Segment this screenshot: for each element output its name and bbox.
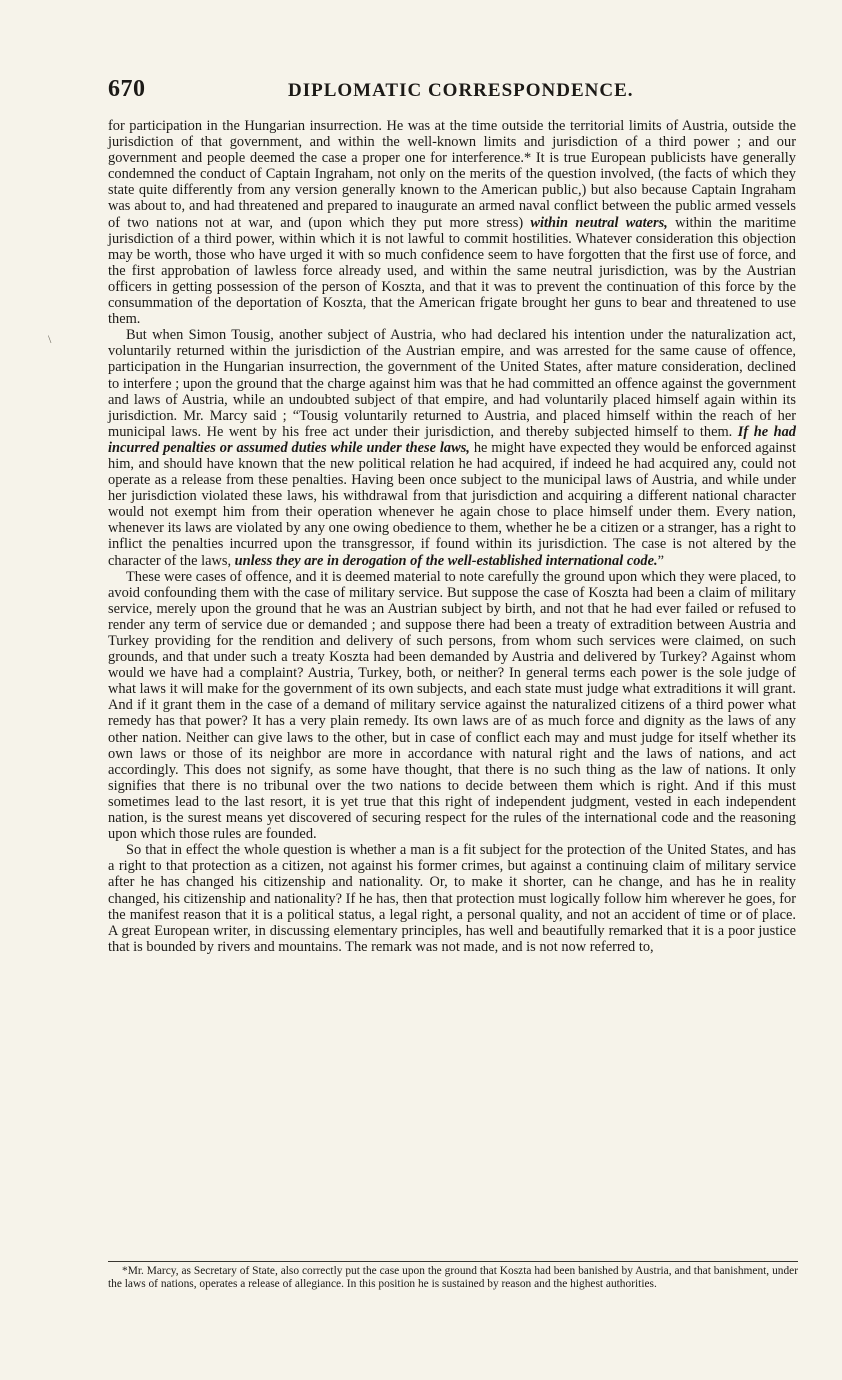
italic-segment: unless they are in derogation of the well-established international code.	[234, 552, 658, 569]
text-segment: for participation in the Hungarian insurrection. He was at the time outside the territorial limits of Austria, outside the jurisdiction of that government, and within the well-known limits and jurisdiction of a third power ; and our government and people deemed the case a proper one for interference.* It is true European publicists have generally condemned the conduct of Captain Ingraham, not only on the merits of the question involved, (the facts of which they state quite differently from any version generally known to the American public,) but also because Captain Ingraham was about to, and had threatened and prepared to inaugurate an armed naval conflict between the public armed vessels of two nations not at war, and (upon which they put more stress)	[108, 118, 796, 231]
text-segment: So that in effect the whole question is whether a man is a fit subject for the protection of the United States, and has a right to that protection as a citizen, not against his former crimes, but against a continuing claim of military service after he has changed his citizenship and nationality. Or, to make it shorter, can he change, and has he in reality changed, his citizenship and nationality? If he has, then that protection must logically follow him wherever he goes, for the manifest reason that it is a political status, a legal right, a personal quality, and not an accident of time or of place. A great European writer, in discussing elementary principles, has well and beautifully remarked that it is a poor justice that is bounded by rivers and mountains. The remark was not made, and is not now referred to,	[108, 842, 796, 955]
paragraph-2	[108, 327, 796, 568]
text-segment: he might have expected they would be enforced against him, and should have known that the new political relation he had acquired, if indeed he had acquired any, could not operate as a release from these penalties. Having been once subject to the municipal laws of Austria, and while under her jurisdiction violated these laws, his withdrawal from that jurisdiction and acquiring a different national character would not exempt him from their operation whenever he again chose to place himself under them. Every nation, whenever its laws are violated by any one owing obedience to them, whether he be a citizen or a stranger, has a right to inflict the penalties incurred upon the transgressor, if found within its jurisdiction. The case is not altered by the character of the laws,	[108, 439, 796, 569]
page-header	[108, 76, 808, 102]
text-segment: ”	[657, 552, 664, 569]
paragraph-4	[108, 842, 796, 955]
margin-mark: \	[48, 332, 52, 346]
text-segment: within the maritime jurisdiction of a third power, within which it is not lawful to commit hostilities. Whatever consideration this objection may be worth, those who have urged it with so much confidence seem to have forgotten that the first use of force, and the first approbation of lawless force already used, and within the same neutral jurisdiction, was by the Austrian officers in getting possession of the person of Koszta, and that it was to prevent the continuation of this force by the consummation of the deportation of Koszta, that the American frigate brought her guns to bear and threatened to use them.	[108, 214, 796, 328]
paragraph-3	[108, 569, 796, 843]
running-head: DIPLOMATIC CORRESPONDENCE.	[288, 80, 634, 101]
paragraph-1	[108, 118, 796, 327]
footnote: *Mr. Marcy, as Secretary of State, also correctly put the case upon the ground that Koszta had been banished by Austria, and that banishment, under the laws of nations, operates a release of allegiance. In this position he is sustained by reason and the highest authorities.	[108, 1265, 798, 1291]
italic-segment: within neutral waters,	[530, 214, 668, 231]
text-segment: But when Simon Tousig, another subject of Austria, who had declared his intention under the naturalization act, voluntarily returned within the jurisdiction of the Austrian empire, and was arrested for the same cause of offence, participation in the Hungarian insurrection, the government of the United States, after mature consideration, declined to interfere ; upon the ground that the charge against him was that he had committed an offence against the government and laws of Austria, while an undoubted subject of that empire, and had voluntarily placed himself again within its jurisdiction. Mr. Marcy said ; “Tousig voluntarily returned to Austria, and placed himself within the reach of her municipal laws. He went by his free act under their jurisdiction, and thereby subjected himself to them.	[108, 327, 796, 440]
text-segment: These were cases of offence, and it is deemed material to note carefully the ground upon which they were placed, to avoid confounding them with the case of military service. But suppose the case of Koszta had been a claim of military service, merely upon the ground that he was an Austrian subject by birth, and not that he had ever failed or refused to render any term of service due or demanded ; and suppose there had been a treaty of extradition between Austria and Turkey providing for the rendition and delivery of such persons, from whom such services were claimed, on such grounds, and that under such a treaty Koszta had been demanded by Austria and delivered by Turkey? Against whom would we have had a complaint? Austria, Turkey, both, or neither? In general terms each power is the sole judge of what laws it will make for the government of its own subjects, and each state must judge what extraditions it will grant. And if it grant them in the case of a demand of military service against the naturalized citizens of a third power what remedy has that power? It has a very plain remedy. Its own laws are of as much force and dignity as the laws of any other nation. Neither can give laws to the other, but in case of conflict each may and must judge for itself whether its own laws or those of its neighbor are more in accordance with natural right and the laws of nations, and act accordingly. This does not signify, as some have thought, that there is no such thing as the law of nations. It only signifies that there is no tribunal over the two nations to decide between them which is right. And if this must sometimes lead to the last resort, it is yet true that this right of independent judgment, vested in each independent nation, is the surest means yet discovered of securing respect for the rules of the international code and the reasoning upon which those rules are founded.	[108, 568, 796, 843]
page-number: 670	[108, 76, 146, 102]
footnote-divider	[108, 1261, 798, 1262]
italic-segment: If he had incurred penalties or assumed duties while under these laws,	[108, 423, 797, 456]
body-text	[108, 118, 796, 955]
